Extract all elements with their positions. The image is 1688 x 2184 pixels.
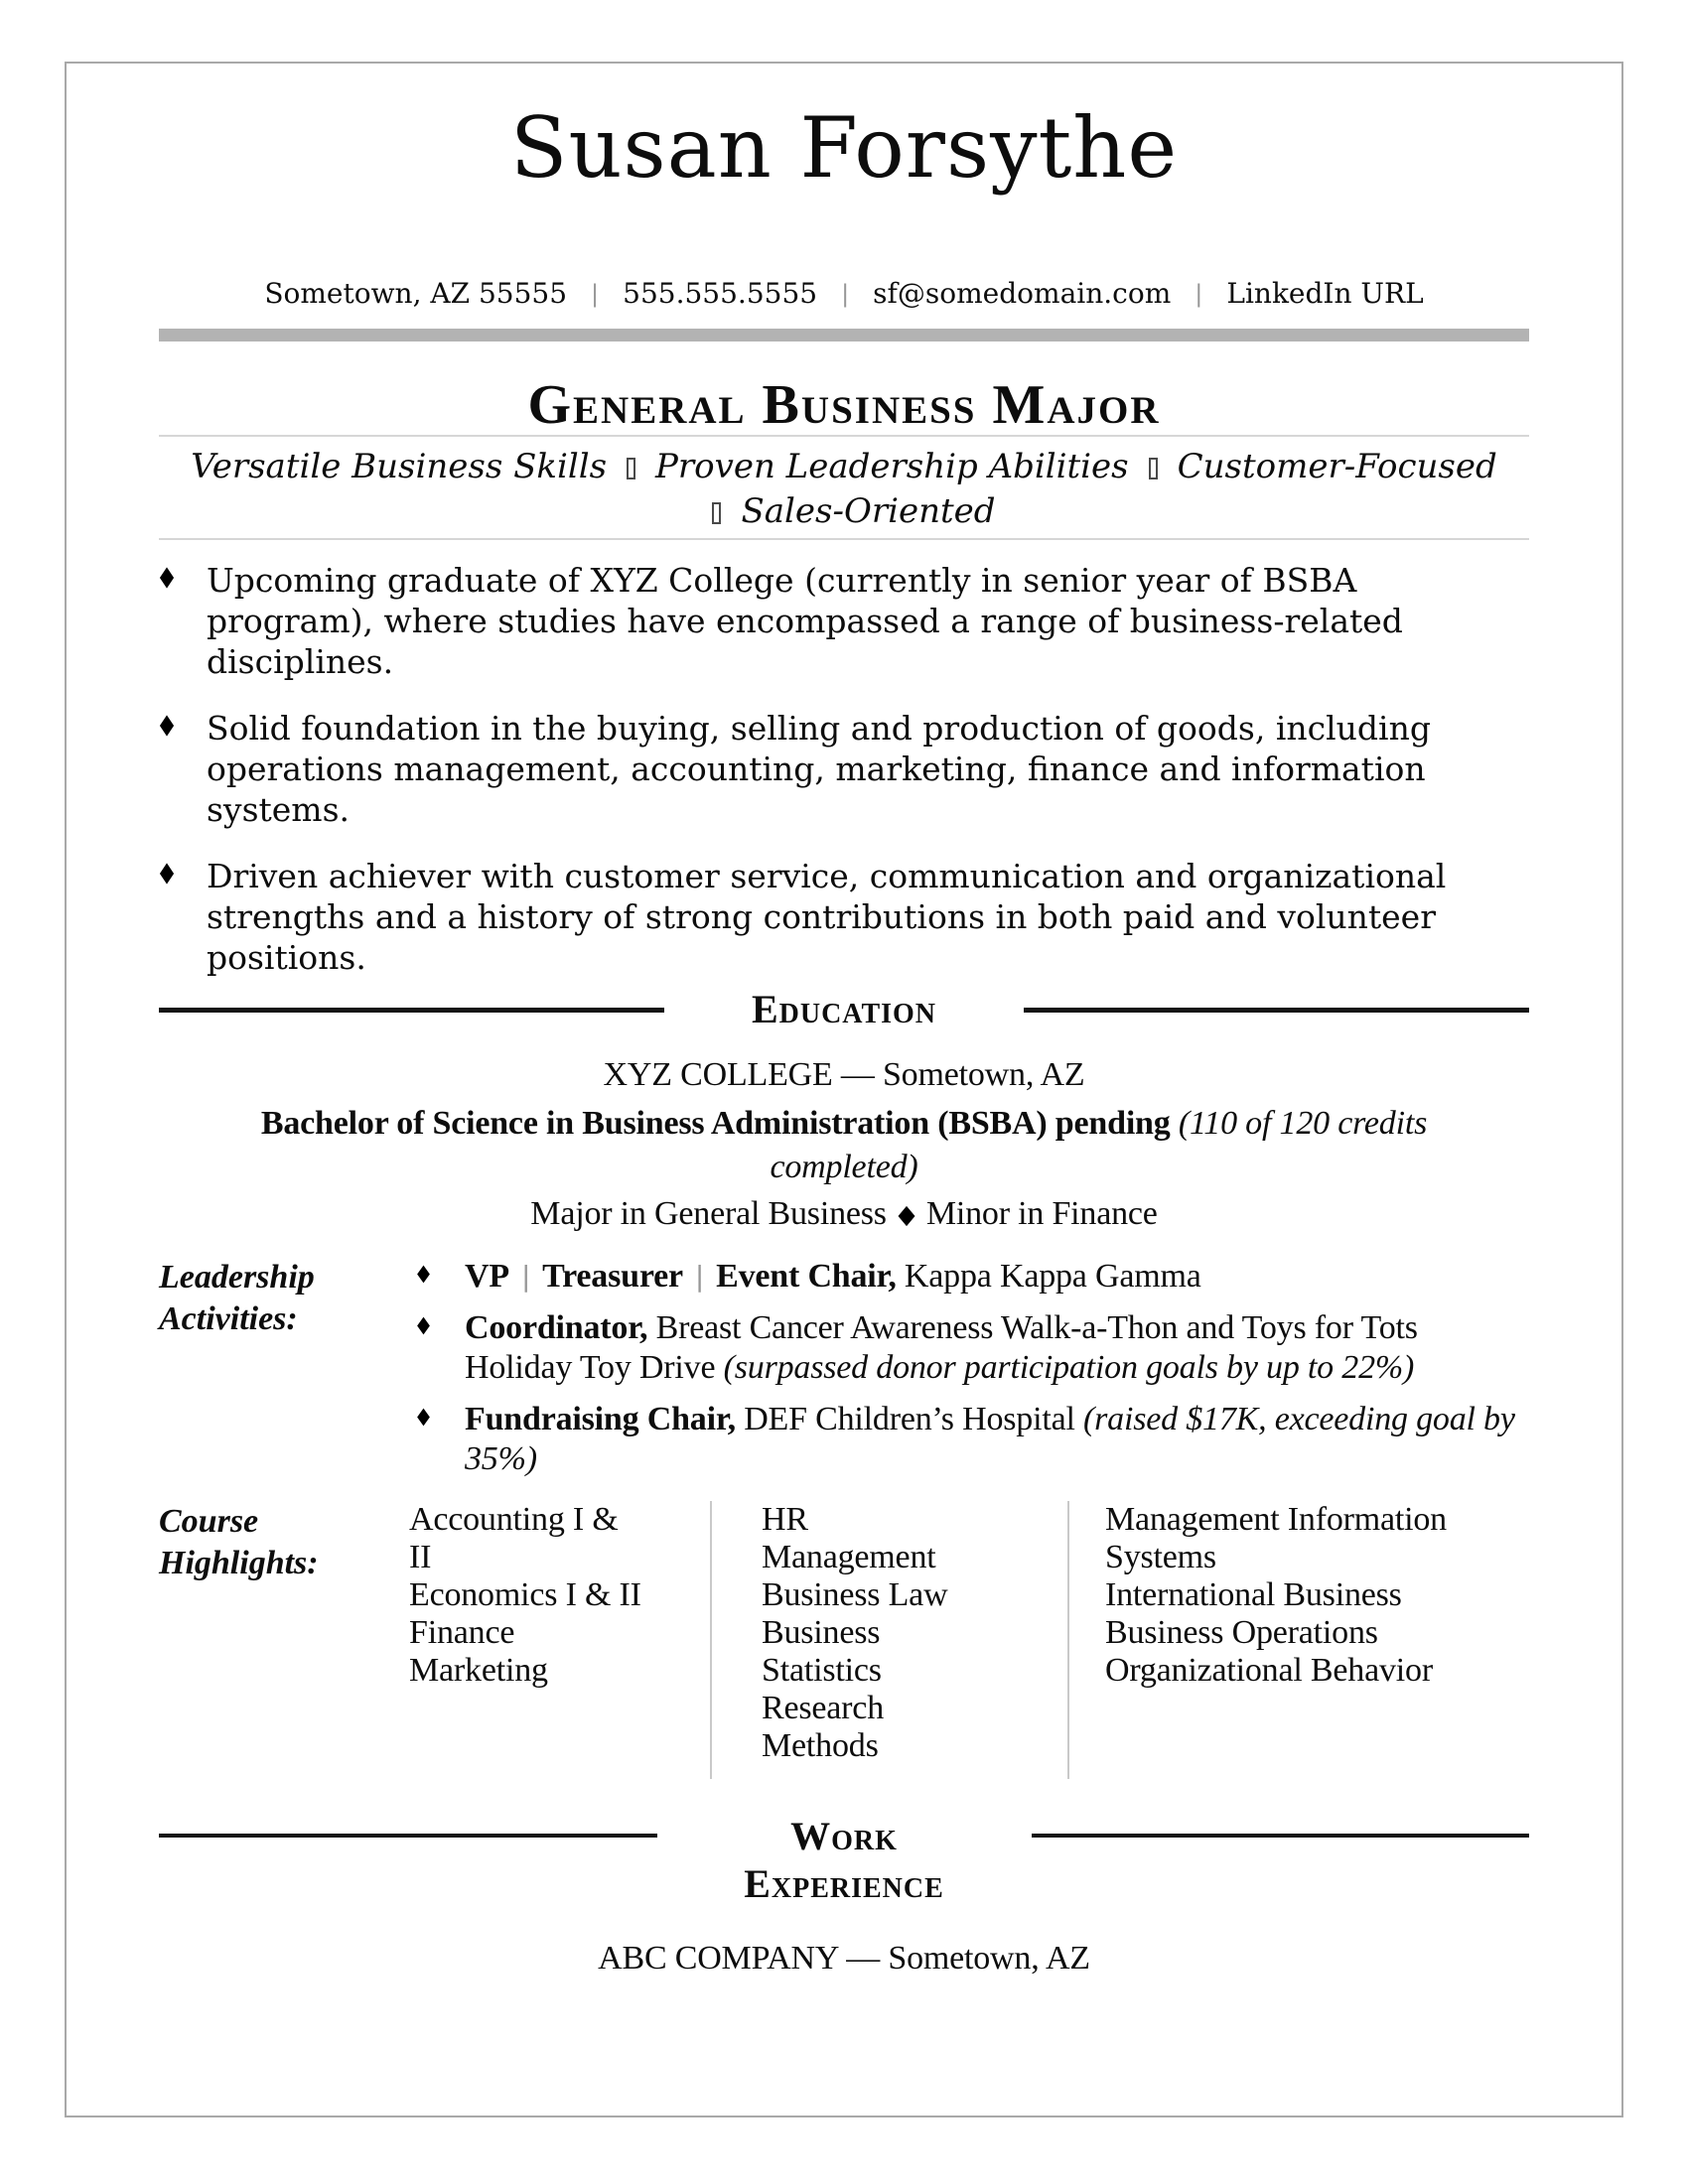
page-content [67, 93, 1621, 1979]
pipe-separator-icon: | [841, 280, 850, 308]
text-segment: sf@somedomain.com [873, 277, 1172, 310]
diamond-bullet-icon [417, 1317, 430, 1335]
diamond-separator-icon [898, 1206, 914, 1226]
diamond-bullet-icon [160, 715, 174, 736]
course-column-2 [710, 1501, 1067, 1779]
diamond-bullet-icon [160, 567, 174, 588]
leadership-item-text [465, 1309, 1418, 1386]
tagline [159, 437, 1529, 538]
degree-line [213, 1102, 1475, 1189]
separator-box-icon [627, 458, 635, 479]
text-segment: Breast Cancer Awareness Walk-a-Thon and Toys for Tots Holiday Toy Drive [465, 1309, 1418, 1386]
header-divider-bar [159, 329, 1529, 341]
course-item: Business Law [762, 1576, 948, 1613]
text-segment: Treasurer [542, 1258, 683, 1295]
pipe-separator-icon: | [520, 1260, 531, 1293]
divider-line-bottom [159, 538, 1529, 540]
course-item: HR Management [762, 1501, 936, 1575]
diamond-bullet-icon [417, 1266, 430, 1284]
text-segment: (surpassed donor participation goals by up to 22%) [723, 1349, 1415, 1386]
text-segment: Customer-Focused [1177, 447, 1497, 486]
course-item: Organizational Behavior [1105, 1652, 1433, 1689]
course-item: Economics I & II [409, 1576, 641, 1613]
text-segment: 555.555.5555 [623, 277, 818, 310]
pipe-separator-icon: | [591, 280, 600, 308]
text-segment: Fundraising Chair, [465, 1401, 736, 1437]
major-minor-line [159, 1193, 1529, 1235]
course-item: Management Information Systems [1105, 1501, 1447, 1575]
text-segment: (raised $17K, exceeding goal by 35%) [465, 1401, 1515, 1477]
text-segment: Versatile Business Skills [191, 447, 608, 486]
summary-list [159, 560, 1529, 978]
course-item: Business Statistics [762, 1614, 882, 1689]
text-segment: Event Chair, [716, 1258, 897, 1295]
text-segment: (110 of 120 credits completed) [770, 1105, 1428, 1185]
company-line: ABC COMPANY — Sometown, AZ [598, 1940, 1090, 1977]
list-item [159, 708, 1529, 830]
course-highlights-label: Course Highlights: [159, 1503, 319, 1581]
leadership-activities-block [159, 1257, 1529, 1479]
heading-rule-left [159, 1008, 664, 1013]
text-segment: Proven Leadership Abilities [655, 447, 1129, 486]
section-heading-work-experience [159, 1813, 1529, 1908]
summary-bullet-text: Solid foundation in the buying, selling and production of goods, including operations management, accounting, marketing, finance and information systems. [207, 709, 1431, 829]
leadership-label: Leadership Activities: [159, 1259, 315, 1337]
resume-page [65, 62, 1623, 2117]
contact-line [159, 275, 1529, 313]
text-segment: DEF Children’s Hospital [735, 1401, 1084, 1437]
course-highlights-block [159, 1501, 1529, 1779]
text-segment: Sometown, AZ 55555 [264, 277, 568, 310]
leadership-item-text [465, 1401, 1515, 1477]
headline-title: General Business Major [527, 374, 1161, 436]
section-heading-education [159, 988, 1529, 1031]
leadership-list [409, 1257, 1529, 1479]
person-name: Susan Forsythe [509, 99, 1179, 197]
diamond-bullet-icon [160, 863, 174, 884]
text-segment: Sales-Oriented [741, 491, 996, 531]
course-item: Marketing [409, 1652, 548, 1689]
separator-box-icon [712, 502, 721, 524]
text-segment: Minor in Finance [925, 1195, 1158, 1232]
course-item: International Business [1105, 1576, 1402, 1613]
heading-rule-left [159, 1834, 657, 1838]
section-title: Education [751, 987, 937, 1031]
section-title: Work Experience [744, 1814, 944, 1906]
summary-bullet-text: Upcoming graduate of XYZ College (currently in senior year of BSBA program), where studies have encompassed a range of business-related disciplines. [207, 561, 1403, 681]
pipe-separator-icon: | [1195, 280, 1203, 308]
text-segment: Coordinator, [465, 1309, 648, 1346]
pipe-separator-icon: | [694, 1260, 705, 1293]
list-item [409, 1308, 1529, 1388]
text-segment: VP [465, 1258, 509, 1295]
course-column-1 [409, 1501, 710, 1779]
course-item: Finance [409, 1614, 515, 1651]
heading-rule-right [1024, 1008, 1529, 1013]
course-item: Accounting I & II [409, 1501, 619, 1575]
separator-box-icon [1149, 458, 1158, 479]
leadership-item-text [465, 1258, 1201, 1295]
course-item: Business Operations [1105, 1614, 1378, 1651]
text-segment: LinkedIn URL [1226, 277, 1424, 310]
text-segment: Kappa Kappa Gamma [896, 1258, 1201, 1295]
list-item [409, 1400, 1529, 1479]
list-item [159, 856, 1529, 978]
heading-rule-right [1032, 1834, 1530, 1838]
summary-bullet-text: Driven achiever with customer service, communication and organizational strengths and a history of strong contributions in both paid and volunteer positions. [207, 857, 1447, 977]
text-segment: Bachelor of Science in Business Administration (BSBA) pending [260, 1105, 1179, 1142]
text-segment: Major in General Business [530, 1195, 887, 1232]
course-item: Research Methods [762, 1690, 884, 1764]
diamond-bullet-icon [417, 1409, 430, 1427]
list-item [159, 560, 1529, 682]
list-item [409, 1257, 1529, 1297]
course-column-3 [1067, 1501, 1529, 1779]
school-line: XYZ COLLEGE — Sometown, AZ [603, 1056, 1085, 1093]
